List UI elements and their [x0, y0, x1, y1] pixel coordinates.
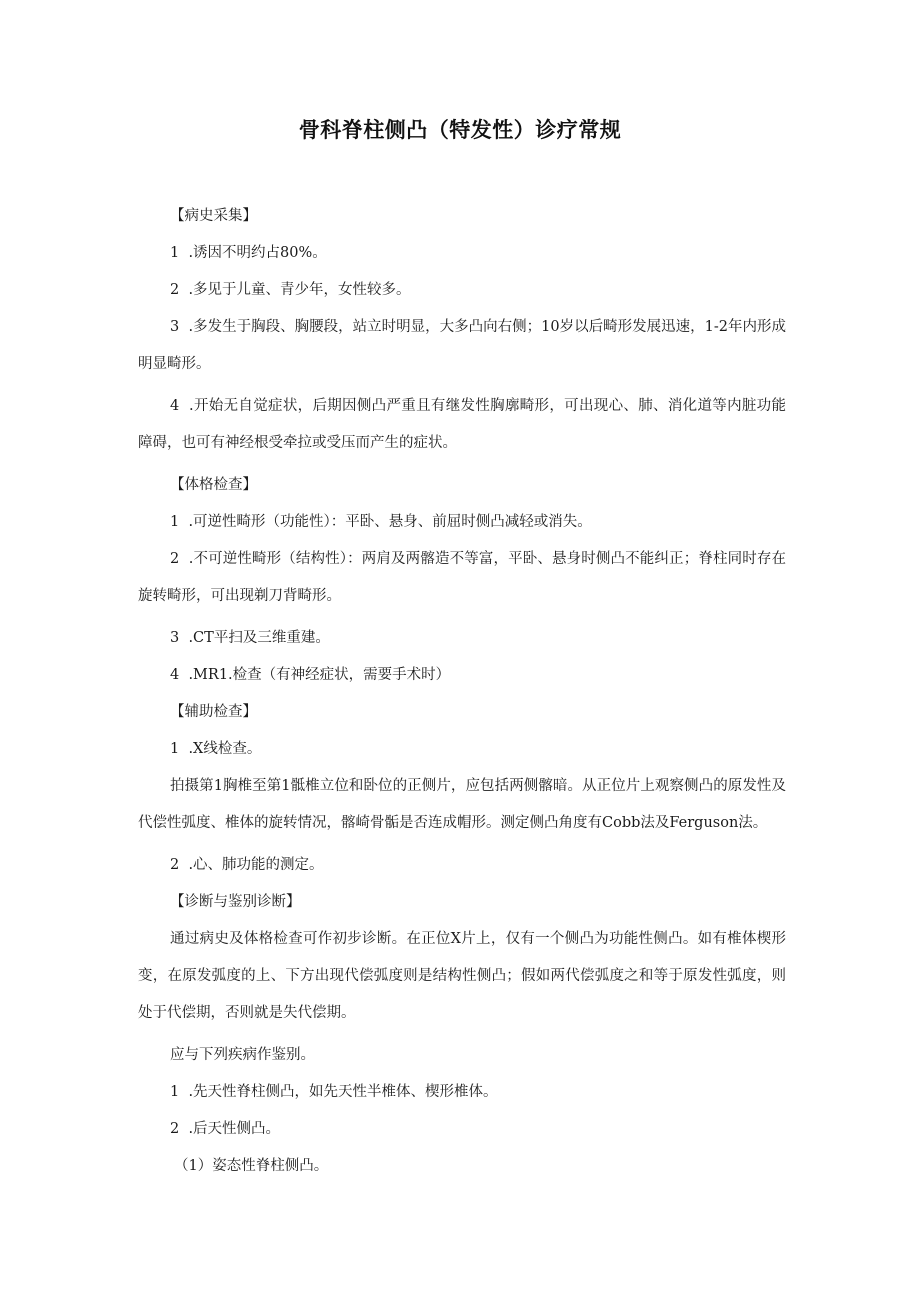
section-heading-history: 【病史采集】: [170, 208, 257, 224]
paragraph: 1 .X线检查。: [170, 741, 262, 757]
paragraph: 2 .多见于儿童、青少年，女性较多。: [170, 282, 411, 298]
paragraph: 2 .不可逆性畸形（结构性）：两肩及两髂造不等富，平卧、悬身时侧凸不能纠正；脊柱同时存在旋转畸形，可出现剃刀背畸形。: [138, 551, 786, 604]
paragraph: 4 .MR1.检查（有神经症状，需要手术时）: [170, 667, 451, 683]
paragraph: 1 .先天性脊柱侧凸，如先天性半椎体、楔形椎体。: [170, 1084, 498, 1100]
paragraph: 2 .心、肺功能的测定。: [170, 857, 324, 873]
paragraph: 3 .CT平扫及三维重建。: [170, 630, 330, 646]
paragraph: 通过病史及体格检查可作初步诊断。在正位X片上，仅有一个侧凸为功能性侧凸。如有椎体楔形变，在原发弧度的上、下方出现代偿弧度则是结构性侧凸；假如两代偿弧度之和等于原发性弧度，则处于代偿期，否则就是失代偿期。: [138, 931, 786, 1021]
paragraph: （1）姿态性脊柱侧凸。: [174, 1158, 329, 1174]
section-heading-physical-exam: 【体格检查】: [170, 477, 257, 493]
document-title: 骨科脊柱侧凸（特发性）诊疗常规: [298, 118, 622, 142]
paragraph: 应与下列疾病作鉴别。: [170, 1047, 315, 1063]
paragraph: 3 .多发生于胸段、胸腰段，站立时明显，大多凸向右侧；10岁以后畸形发展迅速，1-2年内形成明显畸形。: [138, 319, 786, 372]
paragraph: 1 .可逆性畸形（功能性）：平卧、悬身、前屈时侧凸减轻或消失。: [170, 514, 592, 530]
paragraph: 1 .诱因不明约占80%。: [170, 245, 327, 261]
paragraph: 2 .后天性侧凸。: [170, 1121, 281, 1137]
section-heading-auxiliary-exam: 【辅助检查】: [170, 704, 257, 720]
paragraph: 拍摄第1胸椎至第1骶椎立位和卧位的正侧片，应包括两侧髂暗。从正位片上观察侧凸的原发性及代偿性弧度、椎体的旋转情况，髂崎骨骺是否连成帽形。测定侧凸角度有Cobb法及Ferguson法。: [138, 778, 786, 831]
section-heading-diagnosis: 【诊断与鉴别诊断】: [170, 894, 301, 910]
document-body: [138, 202, 786, 1189]
paragraph: 4 .开始无自觉症状，后期因侧凸严重且有继发性胸廓畸形，可出现心、肺、消化道等内脏功能障碍，也可有神经根受牵拉或受压而产生的症状。: [138, 398, 786, 451]
